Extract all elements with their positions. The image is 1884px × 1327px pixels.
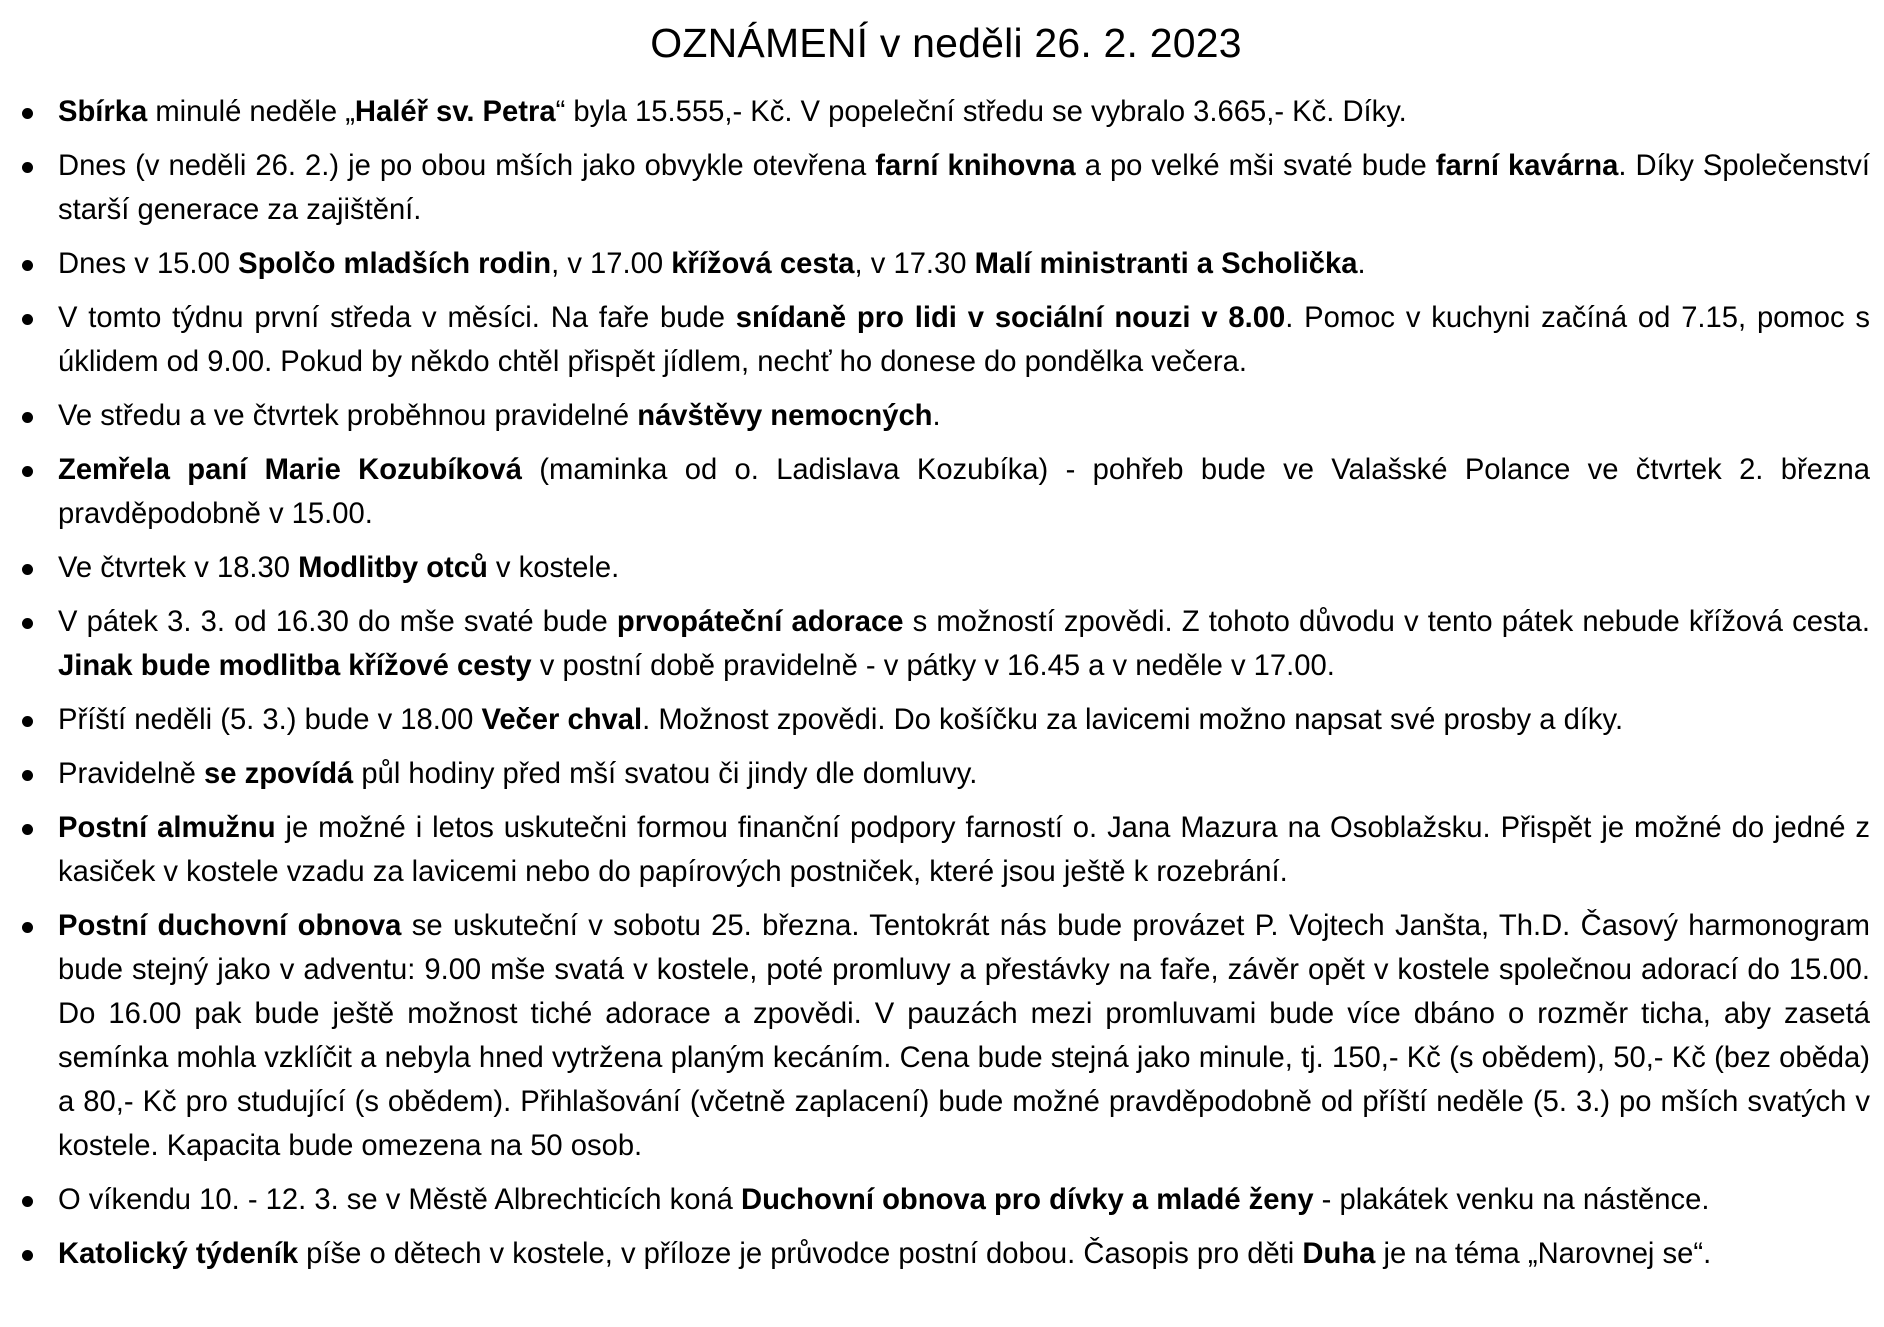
highlighted-text: Katolický týdeník xyxy=(58,1238,299,1270)
announcement-item xyxy=(22,394,1870,438)
item-text: Dnes (v neděli 26. 2.) je po obou mších jako obvykle otevřena xyxy=(58,150,876,182)
item-text: Ve čtvrtek v 18.30 xyxy=(58,552,299,584)
bullet-icon xyxy=(22,1196,33,1207)
item-text: . Možnost zpovědi. Do košíčku za lavicemi možno napsat své prosby a díky. xyxy=(642,704,1624,736)
announcement-list xyxy=(22,90,1870,1276)
item-text: . Pomoc v kuchyni začíná od 7.15, pomoc s úklidem od 9.00. Pokud by někdo chtěl přispět jídlem, nechť ho donese do pondělka večera. xyxy=(58,302,1870,378)
highlighted-text: Duchovní obnova pro dívky a mladé ženy xyxy=(741,1184,1314,1216)
highlighted-text: farní kavárna xyxy=(1435,150,1619,182)
highlighted-text: Sbírka xyxy=(58,96,148,128)
bullet-icon xyxy=(22,922,33,933)
highlighted-text: Modlitby otců xyxy=(298,552,488,584)
announcement-item xyxy=(22,1178,1870,1222)
bullet-icon xyxy=(22,716,33,727)
highlighted-text: prvopáteční adorace xyxy=(616,606,904,638)
highlighted-text: snídaně pro lidi v sociální nouzi v 8.00 xyxy=(735,302,1286,334)
bullet-icon xyxy=(22,108,33,119)
item-text: s možností zpovědi. Z tohoto důvodu v tento pátek nebude křížová cesta. xyxy=(903,606,1870,638)
announcement-item xyxy=(22,546,1870,590)
highlighted-text: Postní duchovní obnova xyxy=(58,910,402,942)
bullet-icon xyxy=(22,770,33,781)
bullet-icon xyxy=(22,162,33,173)
item-text: (maminka od o. Ladislava Kozubíka) - pohřeb bude ve Valašské Polance ve čtvrtek 2. března pravděpodobně v 15.00. xyxy=(58,454,1870,530)
highlighted-text: křížová cesta xyxy=(671,248,855,280)
item-text: Příští neděli (5. 3.) bude v 18.00 xyxy=(58,704,482,736)
announcement-item xyxy=(22,90,1870,134)
item-text: . xyxy=(1357,248,1366,280)
item-text: píše o dětech v kostele, v příloze je průvodce postní dobou. Časopis pro děti xyxy=(298,1238,1303,1270)
announcement-item xyxy=(22,448,1870,536)
highlighted-text: Spolčo mladších rodin xyxy=(238,248,552,280)
item-text: v kostele. xyxy=(487,552,620,584)
bullet-icon xyxy=(22,466,33,477)
page-title: OZNÁMENÍ v neděli 26. 2. 2023 xyxy=(650,20,1242,66)
announcement-item xyxy=(22,144,1870,232)
item-text: - plakátek venku na nástěnce. xyxy=(1313,1184,1710,1216)
bullet-icon xyxy=(22,564,33,575)
highlighted-text: návštěvy nemocných xyxy=(637,400,933,432)
item-text: půl hodiny před mší svatou či jindy dle domluvy. xyxy=(353,758,978,790)
item-text: je na téma „Narovnej se“. xyxy=(1375,1238,1712,1270)
item-text: , v 17.00 xyxy=(551,248,672,280)
item-text: V pátek 3. 3. od 16.30 do mše svaté bude xyxy=(58,606,617,638)
item-text: se uskuteční v sobotu 25. března. Tentokrát nás bude provázet P. Vojtech Janšta, Th.D. Časový harmonogram bude stejný jako v adventu: 9.00 mše svatá v kostele, poté promluvy a přestávky na faře, závěr opět v kostele společnou adorací do 15.00. Do 16.00 pak bude ještě možnost tiché adorace a zpovědi. V pauzách mezi promluvami bude více dbáno o rozměr ticha, aby zasetá semínka mohla vzklíčit a nebyla hned vytržena planým kecáním. Cena bude stejná jako minule, tj. 150,- Kč (s obědem), 50,- Kč (bez oběda) a 80,- Kč pro studující (s obědem). Přihlašování (včetně zaplacení) bude možné pravděpodobně od příští neděle (5. 3.) po mších svatých v kostele. Kapacita bude omezena na 50 osob. xyxy=(58,910,1870,1162)
bullet-icon xyxy=(22,618,33,629)
item-text: Pravidelně xyxy=(58,758,205,790)
highlighted-text: Haléř sv. Petra xyxy=(354,96,556,128)
announcement-item xyxy=(22,1232,1870,1276)
item-text: . Díky Společenství starší generace za zajištění. xyxy=(58,150,1870,226)
announcement-item xyxy=(22,242,1870,286)
announcement-item xyxy=(22,806,1870,894)
announcement-item xyxy=(22,698,1870,742)
announcement-item xyxy=(22,752,1870,796)
bullet-icon xyxy=(22,1250,33,1261)
item-text: je možné i letos uskutečni formou finanční podpory farností o. Jana Mazura na Osoblažsku. Přispět je možné do jedné z kasiček v kostele vzadu za lavicemi nebo do papírových postniček, které jsou ještě k rozebrání. xyxy=(58,812,1871,888)
highlighted-text: Zemřela paní Marie Kozubíková xyxy=(58,454,522,486)
item-text: a po velké mši svaté bude xyxy=(1075,150,1436,182)
item-text: V tomto týdnu první středa v měsíci. Na faře bude xyxy=(58,302,736,334)
highlighted-text: farní knihovna xyxy=(875,150,1076,182)
highlighted-text: se zpovídá xyxy=(204,758,354,790)
item-text: O víkendu 10. - 12. 3. se v Městě Albrechticích koná xyxy=(58,1184,742,1216)
highlighted-text: Duha xyxy=(1302,1238,1376,1270)
bullet-icon xyxy=(22,314,33,325)
item-text: “ byla 15.555,- Kč. V popeleční středu se vybralo 3.665,- Kč. Díky. xyxy=(555,96,1407,128)
item-text: Ve středu a ve čtvrtek proběhnou pravidelné xyxy=(58,400,638,432)
item-text: , v 17.30 xyxy=(854,248,975,280)
announcement-item xyxy=(22,600,1870,688)
bullet-icon xyxy=(22,412,33,423)
highlighted-text: Postní almužnu xyxy=(58,812,276,844)
item-text: minulé neděle „ xyxy=(147,96,355,128)
bullet-icon xyxy=(22,260,33,271)
item-text: Dnes v 15.00 xyxy=(58,248,239,280)
highlighted-text: Malí ministranti a Scholička xyxy=(974,248,1358,280)
bullet-icon xyxy=(22,824,33,835)
announcement-item xyxy=(22,296,1870,384)
highlighted-text: Večer chval xyxy=(481,704,643,736)
item-text: v postní době pravidelně - v pátky v 16.45 a v neděle v 17.00. xyxy=(531,650,1335,682)
highlighted-text: Jinak bude modlitba křížové cesty xyxy=(58,650,532,682)
announcement-item xyxy=(22,904,1870,1168)
item-text: . xyxy=(932,400,941,432)
